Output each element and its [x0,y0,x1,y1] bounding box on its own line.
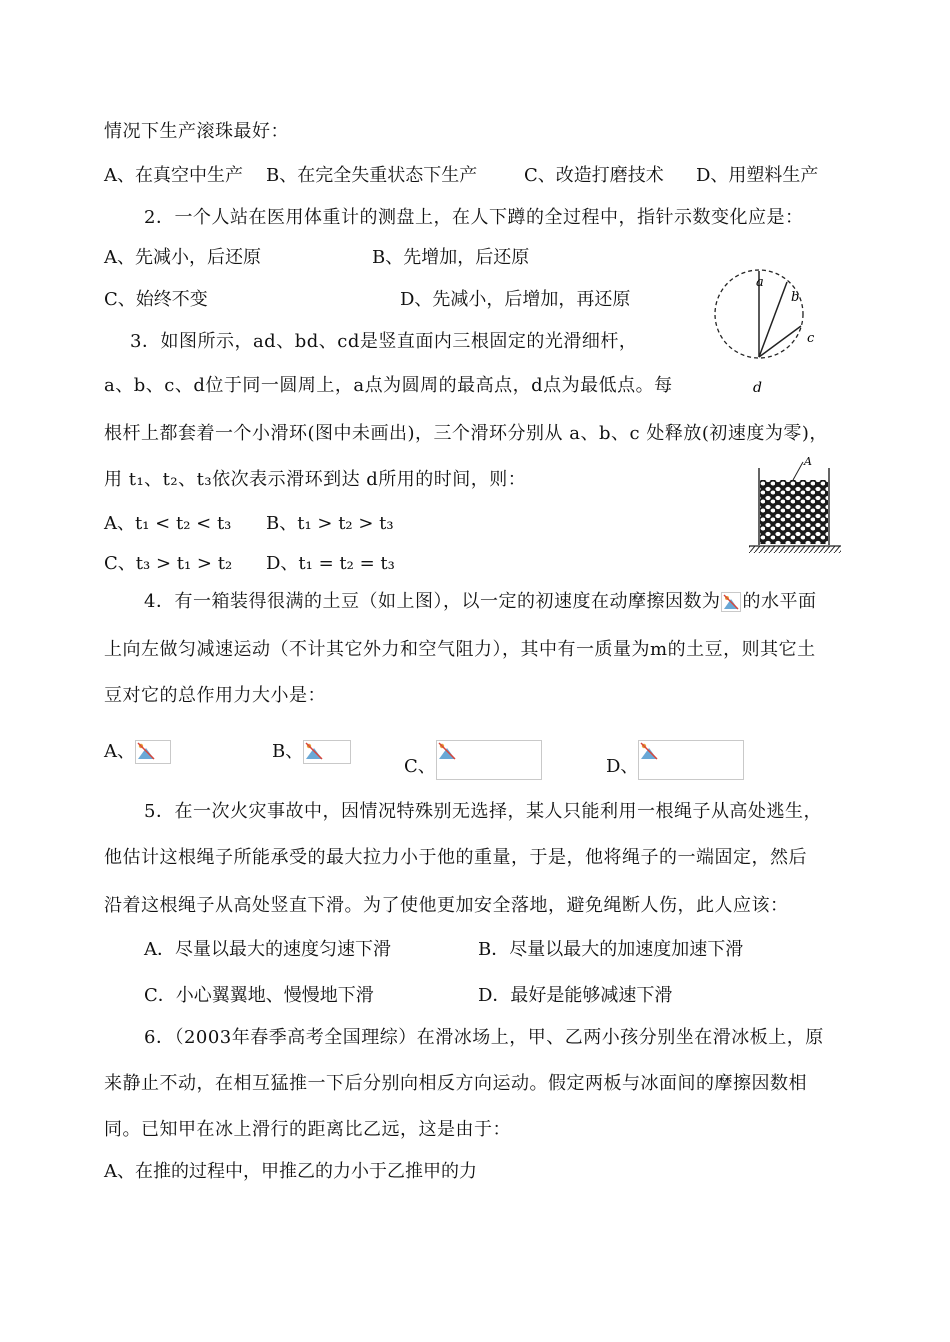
q5-option-d: D．最好是能够减速下滑 [478,985,673,1006]
q2-stem: 2．一个人站在医用体重计的测盘上，在人下蹲的全过程中，指针示数变化应是： [144,207,804,228]
q5-stem-line3: 沿着这根绳子从高处竖直下滑。为了使他更加安全落地，避免绳断人伤，此人应该： [104,895,789,916]
q2-option-c: C、始终不变 [104,289,208,310]
q6-stem-line3: 同。已知甲在冰上滑行的距离比乙远，这是由于： [104,1119,511,1140]
q4-option-b-label: B、 [272,741,304,762]
q5-stem-line1: 5．在一次火灾事故中，因情况特殊别无选择，某人只能利用一根绳子从高处逃生， [144,801,822,822]
q3-option-d: D、t₁ = t₂ = t₃ [266,553,395,574]
q6-stem-line1: 6．（2003年春季高考全国理综）在滑冰场上，甲、乙两小孩分别坐在滑冰板上，原 [144,1027,824,1048]
q4-option-d-image [638,740,744,780]
q3-stem-line2: a、b、c、d位于同一圆周上，a点为圆周的最高点，d点为最低点。每 [104,375,673,396]
q4-option-b [272,740,351,764]
q3-stem-line4: 用 t₁、t₂、t₃依次表示滑环到达 d所用的时间，则： [104,469,527,490]
ground [749,546,841,553]
q1-option-c: C、改造打磨技术 [524,165,664,186]
q4-option-c [404,740,542,780]
label-b: b [791,290,800,305]
q4-option-b-image [303,740,351,764]
circle-rods-figure [705,262,825,402]
q4-option-c-label: C、 [404,756,436,777]
q1-option-a: A、在真空中生产 [104,165,243,186]
potato-box-figure [745,450,850,560]
q3-stem-line3: 根杆上都套着一个小滑环(图中未画出)，三个滑环分别从 a、b、c 处释放(初速度为零)， [104,423,828,444]
q3-option-b: B、t₁ > t₂ > t₃ [266,513,394,534]
q1-option-d: D、用塑料生产 [696,165,819,186]
label-a: a [756,275,764,290]
q4-stem-line1-b: 的水平面 [742,591,817,612]
label-A: A [804,455,812,468]
q5-option-a: A．尽量以最大的速度匀速下滑 [144,939,391,960]
q4-stem-line2: 上向左做匀减速运动（不计其它外力和空气阻力），其中有一质量为m的土豆，则其它土 [104,639,816,660]
q6-stem-line2: 来静止不动，在相互猛推一下后分别向相反方向运动。假定两板与冰面间的摩擦因数相 [104,1073,807,1094]
q6-option-a: A、在推的过程中，甲推乙的力小于乙推甲的力 [104,1161,477,1182]
q4-stem-line3: 豆对它的总作用力大小是： [104,685,326,706]
q5-stem-line2: 他估计这根绳子所能承受的最大拉力小于他的重量，于是，他将绳子的一端固定，然后 [104,847,807,868]
q4-option-d-label: D、 [606,756,639,777]
q4-option-a [104,740,171,764]
potatoes [760,480,828,544]
q2-option-d: D、先减小，后增加，再还原 [400,289,631,310]
q5-option-c: C．小心翼翼地、慢慢地下滑 [144,985,374,1006]
mu-image [721,592,741,612]
q3-option-a: A、t₁ < t₂ < t₃ [104,513,232,534]
q1-option-b: B、在完全失重状态下生产 [266,165,478,186]
q2-option-a: A、先减小，后还原 [104,247,261,268]
q4-option-a-label: A、 [104,741,135,762]
q3-stem-line1: 3．如图所示，ad、bd、cd是竖直面内三根固定的光滑细杆， [130,331,638,352]
q2-option-b: B、先增加，后还原 [372,247,530,268]
q4-stem-line1 [144,590,816,614]
label-d: d [753,380,762,396]
q4-option-c-image [436,740,542,780]
q3-option-c: C、t₃ > t₁ > t₂ [104,553,233,574]
q1-stem-tail: 情况下生产滚珠最好： [104,121,289,142]
q4-option-d [606,740,744,780]
q4-stem-line1-a: 4．有一箱装得很满的土豆（如上图），以一定的初速度在动摩擦因数为 [144,591,721,612]
q4-option-a-image [135,740,171,764]
q5-option-b: B．尽量以最大的加速度加速下滑 [478,939,744,960]
label-c: c [807,331,815,346]
